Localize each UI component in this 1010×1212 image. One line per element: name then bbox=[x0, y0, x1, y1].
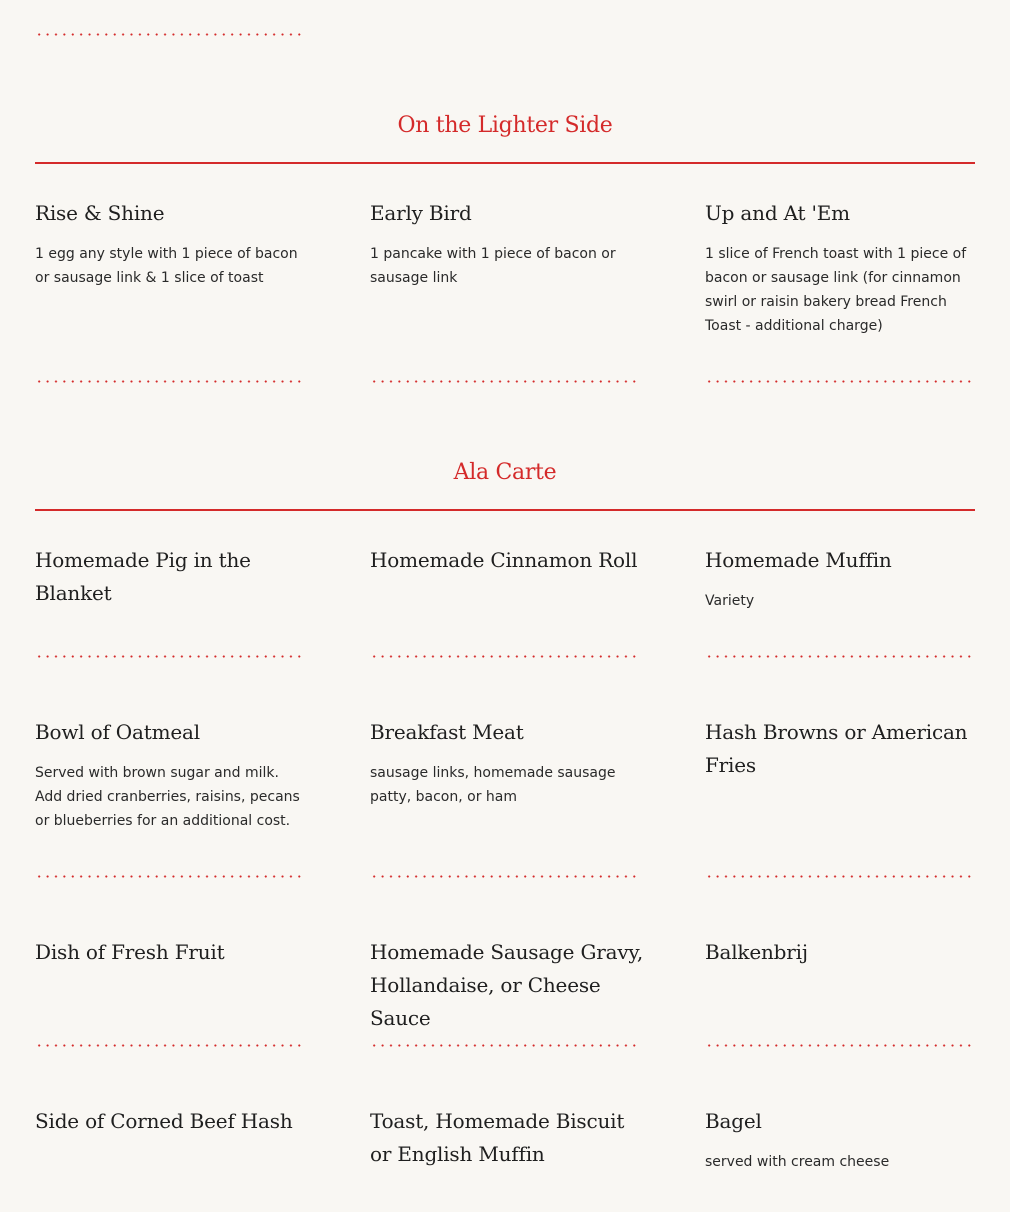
menu-item-description: 1 slice of French toast with 1 piece of bacon or sausage link (for cinnamon swirl or raisin bakery bread French Toast - additional charge) bbox=[705, 246, 967, 334]
menu-item-name: Homemade Sausage Gravy, Hollandaise, or Cheese Sauce bbox=[370, 940, 644, 1030]
menu-item-description: 1 egg any style with 1 piece of bacon or sausage link & 1 slice of toast bbox=[35, 246, 298, 286]
menu-item-description: Variety bbox=[705, 593, 755, 609]
item-divider bbox=[705, 380, 975, 383]
section-title: On the Lighter Side bbox=[397, 113, 613, 138]
item-divider bbox=[35, 655, 305, 658]
menu-item-name: Homemade Muffin bbox=[705, 548, 892, 572]
menu-item-name: Bowl of Oatmeal bbox=[35, 720, 200, 744]
menu-item-name: Breakfast Meat bbox=[370, 720, 524, 744]
menu-item-name: Side of Corned Beef Hash bbox=[35, 1109, 293, 1133]
menu-item-name: Dish of Fresh Fruit bbox=[35, 940, 225, 964]
item-divider bbox=[370, 380, 640, 383]
item-divider bbox=[35, 1044, 305, 1047]
menu-item-name: Early Bird bbox=[370, 201, 472, 225]
section-rule bbox=[35, 162, 975, 164]
item-divider bbox=[35, 380, 305, 383]
section-rule bbox=[35, 509, 975, 511]
section-title: Ala Carte bbox=[453, 460, 557, 485]
menu-item-name: Bagel bbox=[705, 1109, 762, 1133]
menu-item-name: Hash Browns or American Fries bbox=[705, 720, 968, 777]
menu-item-name: Toast, Homemade Biscuit or English Muffin bbox=[370, 1109, 625, 1166]
menu-item-description: Served with brown sugar and milk. Add dried cranberries, raisins, pecans or blueberries for an additional cost. bbox=[35, 765, 300, 829]
menu-item-name: Homemade Cinnamon Roll bbox=[370, 548, 638, 572]
menu-item-name: Rise & Shine bbox=[35, 201, 165, 225]
menu-item-description: served with cream cheese bbox=[705, 1154, 890, 1170]
item-divider bbox=[35, 33, 305, 36]
menu-item-name: Up and At 'Em bbox=[705, 201, 850, 225]
menu-item-description: sausage links, homemade sausage patty, bacon, or ham bbox=[370, 765, 616, 805]
item-divider bbox=[370, 1044, 640, 1047]
menu-item-description: 1 pancake with 1 piece of bacon or sausage link bbox=[370, 246, 616, 286]
item-divider bbox=[705, 875, 975, 878]
menu-item-name: Homemade Pig in the Blanket bbox=[35, 548, 251, 605]
item-divider bbox=[705, 655, 975, 658]
item-divider bbox=[370, 655, 640, 658]
item-divider bbox=[35, 875, 305, 878]
menu-item-name: Balkenbrij bbox=[705, 940, 808, 964]
item-divider bbox=[370, 875, 640, 878]
item-divider bbox=[705, 1044, 975, 1047]
